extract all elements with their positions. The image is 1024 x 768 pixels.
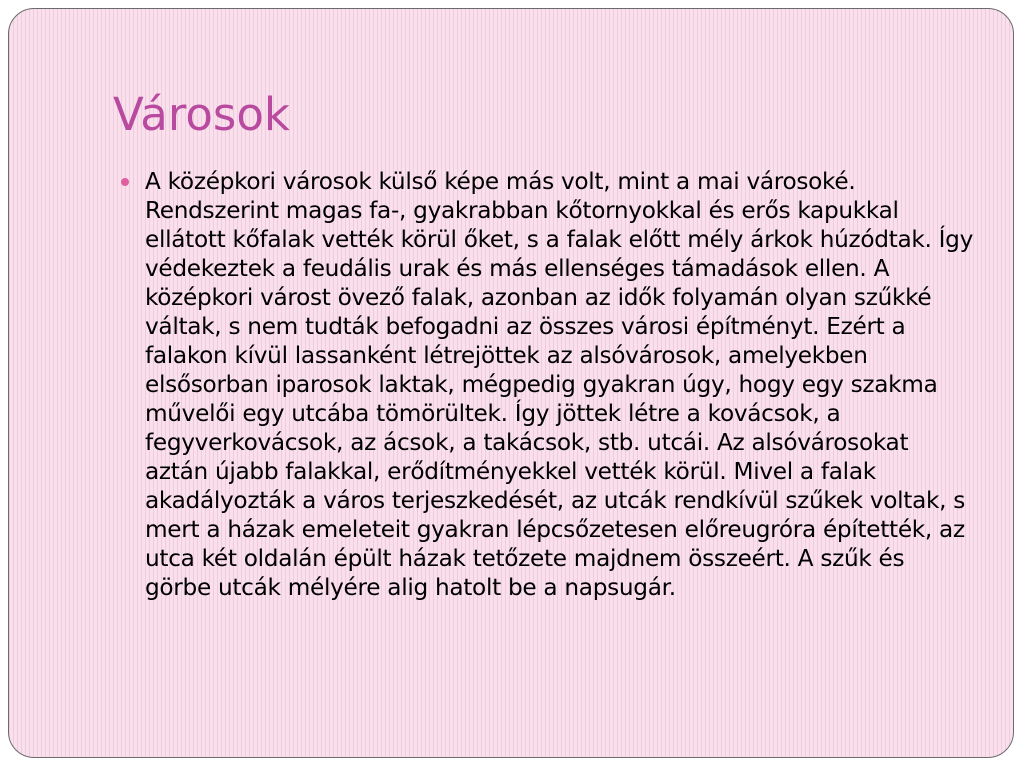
- bullet-item: [113, 167, 973, 602]
- bullet-list: [113, 167, 973, 602]
- bullet-text: A középkori városok külső képe más volt, mint a mai városoké. Rendszerint magas fa-, gyakrabban kőtornyokkal és erős kapukkal ellátott kőfalak vették körül őket, s a falak előtt mély árkok húzódtak. Így védekeztek a feudális urak és más ellenséges támadások ellen. A középkori várost övező falak, azonban az idők folyamán olyan szűkké váltak, s nem tudták befogadni az összes városi építményt. Ezért a falakon kívül lassanként létrejöttek az alsóvárosok, amelyekben elsősorban iparosok laktak, mégpedig gyakran úgy, hogy egy szakma művelői egy utcába tömörültek. Így jöttek létre a kovácsok, a fegyverkovácsok, az ácsok, a takácsok, stb. utcái. Az alsóvárosokat aztán újabb falakkal, erődítményekkel vették körül. Mivel a falak akadályozták a város terjeszkedését, az utcák rendkívül szűkek voltak, s mert a házak emeleteit gyakran lépcsőzetesen előreugróra építették, az utca két oldalán épült házak tetőzete majdnem összeért. A szűk és görbe utcák mélyére alig hatolt be a napsugár.: [145, 168, 974, 601]
- bullet-icon: [121, 178, 129, 186]
- slide-title: Városok: [113, 88, 290, 141]
- slide: [8, 8, 1014, 758]
